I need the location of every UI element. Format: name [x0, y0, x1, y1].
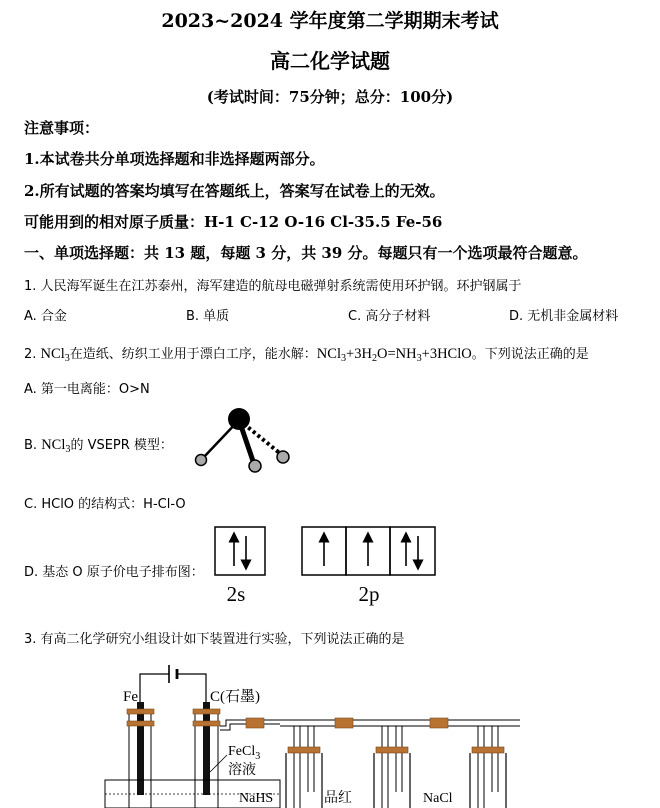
label-nacl: NaCl	[423, 791, 453, 806]
q2-stem-mid: 在造纸、纺织工业用于漂白工序，能水解：	[69, 347, 317, 362]
q1-option-b: B. 单质	[186, 309, 230, 324]
stopper-left-lower	[127, 721, 154, 726]
q1-option-a: A. 合金	[24, 309, 67, 324]
exam-subtitle: 高二化学试题	[270, 49, 390, 73]
label-fecl3: FeCl$_3$	[228, 744, 261, 762]
orbital-box-2p-3	[390, 527, 435, 575]
q2-number: 2.	[24, 347, 37, 362]
q3-stem: 3. 有高二化学研究小组设计如下装置进行实验，下列说法正确的是	[24, 632, 405, 647]
notes-heading: 注意事项：	[24, 119, 100, 137]
label-nahs: NaHS	[239, 791, 274, 806]
q2-equation: $NCl_3+3H_2O=NH_3+3HClO$	[316, 346, 472, 364]
q2-option-c: C. HClO 的结构式：H-Cl-O	[24, 497, 186, 512]
stopper-left-upper	[127, 709, 154, 714]
q2-stem	[24, 343, 589, 363]
q2-option-a: A. 第一电离能：O>N	[24, 382, 150, 397]
q2-option-d: D. 基态 O 原子价电子排布图：	[24, 565, 204, 580]
section1-heading: 一、单项选择题：共 13 题，每题 3 分，共 39 分。每题只有一个选项最符合题意。	[24, 244, 588, 262]
q1-stem: 1. 人民海军诞生在江苏泰州，海军建造的航母电磁弹射系统需使用环护钢。环护钢属于	[24, 279, 522, 294]
q2-option-b: B. NCl$_3$的 VSEPR 模型：	[24, 437, 173, 455]
orbital-diagram	[214, 526, 444, 612]
label-fe: Fe	[123, 689, 138, 705]
q1-option-c: C. 高分子材料	[348, 309, 431, 324]
exam-title: 2023~2024 学年度第二学期期末考试	[161, 10, 499, 32]
stopper-right-upper	[193, 709, 220, 714]
note-item-2: 2.所有试题的答案均填写在答题纸上，答案写在试卷上的无效。	[24, 182, 445, 200]
q2-formula-ncl3: NCl$_3$	[40, 346, 70, 364]
label-solution: 溶液	[228, 763, 256, 778]
fe-electrode	[137, 702, 144, 795]
note-item-1: 1.本试卷共分单项选择题和非选择题两部分。	[24, 150, 325, 168]
q2-stem-end: 。下列说法正确的是	[471, 347, 589, 362]
label-2s: 2s	[226, 582, 246, 606]
label-2p: 2p	[358, 582, 380, 606]
q3-apparatus-diagram	[100, 652, 520, 808]
q1-option-d: D. 无机非金属材料	[509, 309, 619, 324]
stopper-right-lower	[193, 721, 220, 726]
q2-optb-formula: NCl$_3$	[41, 437, 71, 455]
orbital-box-2s	[215, 527, 265, 575]
label-c-graphite: C(石墨)	[210, 689, 260, 705]
graphite-electrode	[203, 702, 210, 795]
vsepr-model-diagram	[185, 400, 295, 475]
label-pinhong: 品红	[324, 791, 352, 806]
atomic-masses: 可能用到的相对原子质量：H-1 C-12 O-16 Cl-35.5 Fe-56	[24, 213, 443, 231]
exam-info: (考试时间：75分钟；总分：100分)	[206, 88, 454, 106]
